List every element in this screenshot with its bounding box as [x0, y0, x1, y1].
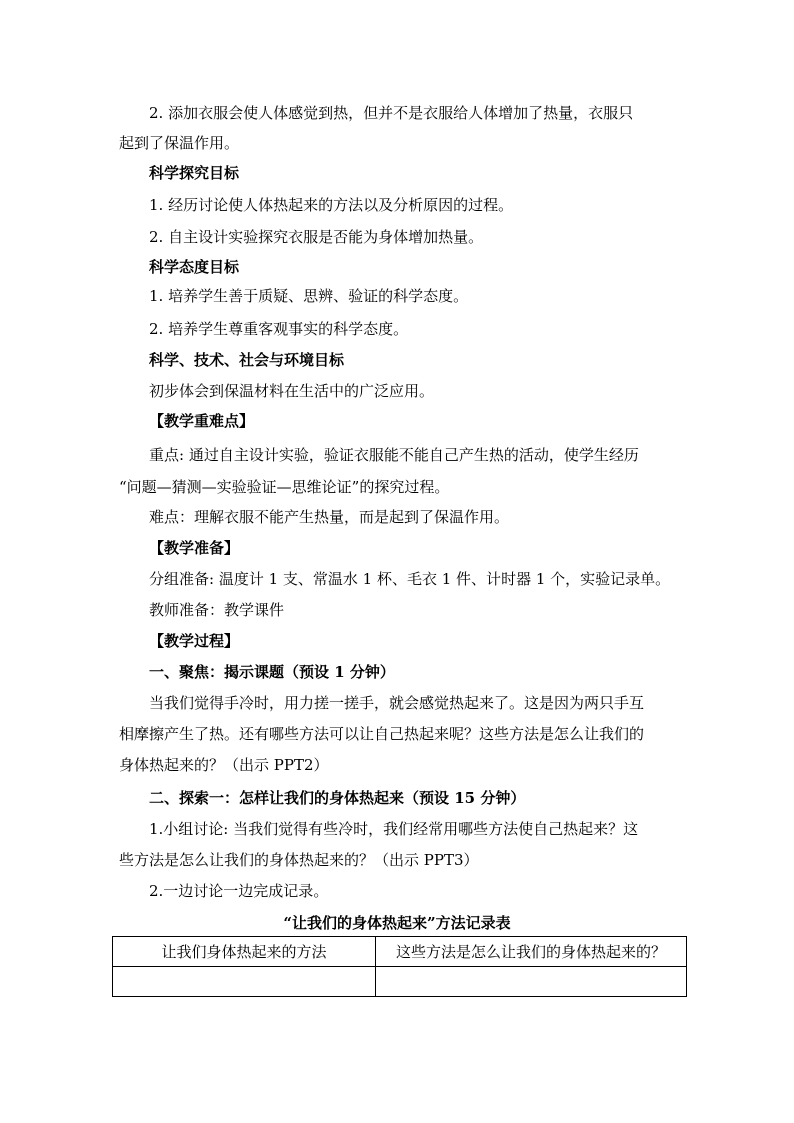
step-title-focus: 一、聚焦：揭示课题（预设 1 分钟） [149, 663, 395, 681]
table-header-cell: 这些方法是怎么让我们的身体热起来的？ [376, 937, 687, 967]
record-table [112, 936, 687, 997]
paragraph-line: 2.一边讨论一边完成记录。 [149, 882, 329, 900]
section-heading-attitude: 科学态度目标 [149, 258, 240, 276]
section-heading-key-points: 【教学重难点】 [149, 412, 255, 430]
section-heading-explore: 科学探究目标 [149, 164, 240, 182]
table-header-cell: 让我们身体热起来的方法 [113, 937, 376, 967]
paragraph-line: 身体热起来的？（出示 PPT2） [119, 756, 329, 774]
paragraph-line: 1.小组讨论: 当我们觉得有些冷时，我们经常用哪些方法使自己热起来？这 [149, 820, 639, 838]
paragraph-line: 2. 添加衣服会使人体感觉到热，但并不是衣服给人体增加了热量，衣服只 [149, 104, 634, 122]
section-heading-process: 【教学过程】 [149, 632, 240, 650]
paragraph-line: 当我们觉得手冷时，用力搓一搓手，就会感觉热起来了。这是因为两只手互 [149, 694, 645, 712]
paragraph-line: 些方法是怎么让我们的身体热起来的？（出示 PPT3） [119, 851, 479, 869]
paragraph-line: 难点：理解衣服不能产生热量，而是起到了保温作用。 [149, 508, 510, 526]
paragraph-line: 起到了保温作用。 [119, 134, 240, 152]
paragraph-line: 相摩擦产生了热。还有哪些方法可以让自己热起来呢？这些方法是怎么让我们的 [119, 725, 645, 743]
section-heading-preparation: 【教学准备】 [149, 539, 240, 557]
table-cell [376, 967, 687, 997]
paragraph-line: 教师准备：教学课件 [149, 601, 285, 619]
paragraph-line: 1. 经历讨论使人体热起来的方法以及分析原因的过程。 [149, 196, 514, 214]
paragraph-line: 2. 自主设计实验探究衣服是否能为身体增加热量。 [149, 228, 484, 246]
section-heading-sts: 科学、技术、社会与环境目标 [149, 351, 345, 369]
table-caption: “让我们的身体热起来”方法记录表 [283, 914, 511, 932]
paragraph-line: 重点: 通过自主设计实验，验证衣服能不能自己产生热的活动，使学生经历 [149, 446, 639, 464]
paragraph-line: 2. 培养学生尊重客观事实的科学态度。 [149, 320, 409, 338]
paragraph-line: “问题—猜测—实验验证—思维论证”的探究过程。 [119, 478, 450, 496]
table-cell [113, 967, 376, 997]
paragraph-line: 1. 培养学生善于质疑、思辨、验证的科学态度。 [149, 287, 469, 305]
paragraph-line: 初步体会到保温材料在生活中的广泛应用。 [149, 382, 435, 400]
table-row [113, 967, 687, 997]
step-title-explore: 二、探索一：怎样让我们的身体热起来（预设 15 分钟） [149, 789, 526, 807]
table-header-row [113, 937, 687, 967]
paragraph-line: 分组准备: 温度计 1 支、常温水 1 杯、毛衣 1 件、计时器 1 个，实验记录单。 [149, 570, 671, 588]
